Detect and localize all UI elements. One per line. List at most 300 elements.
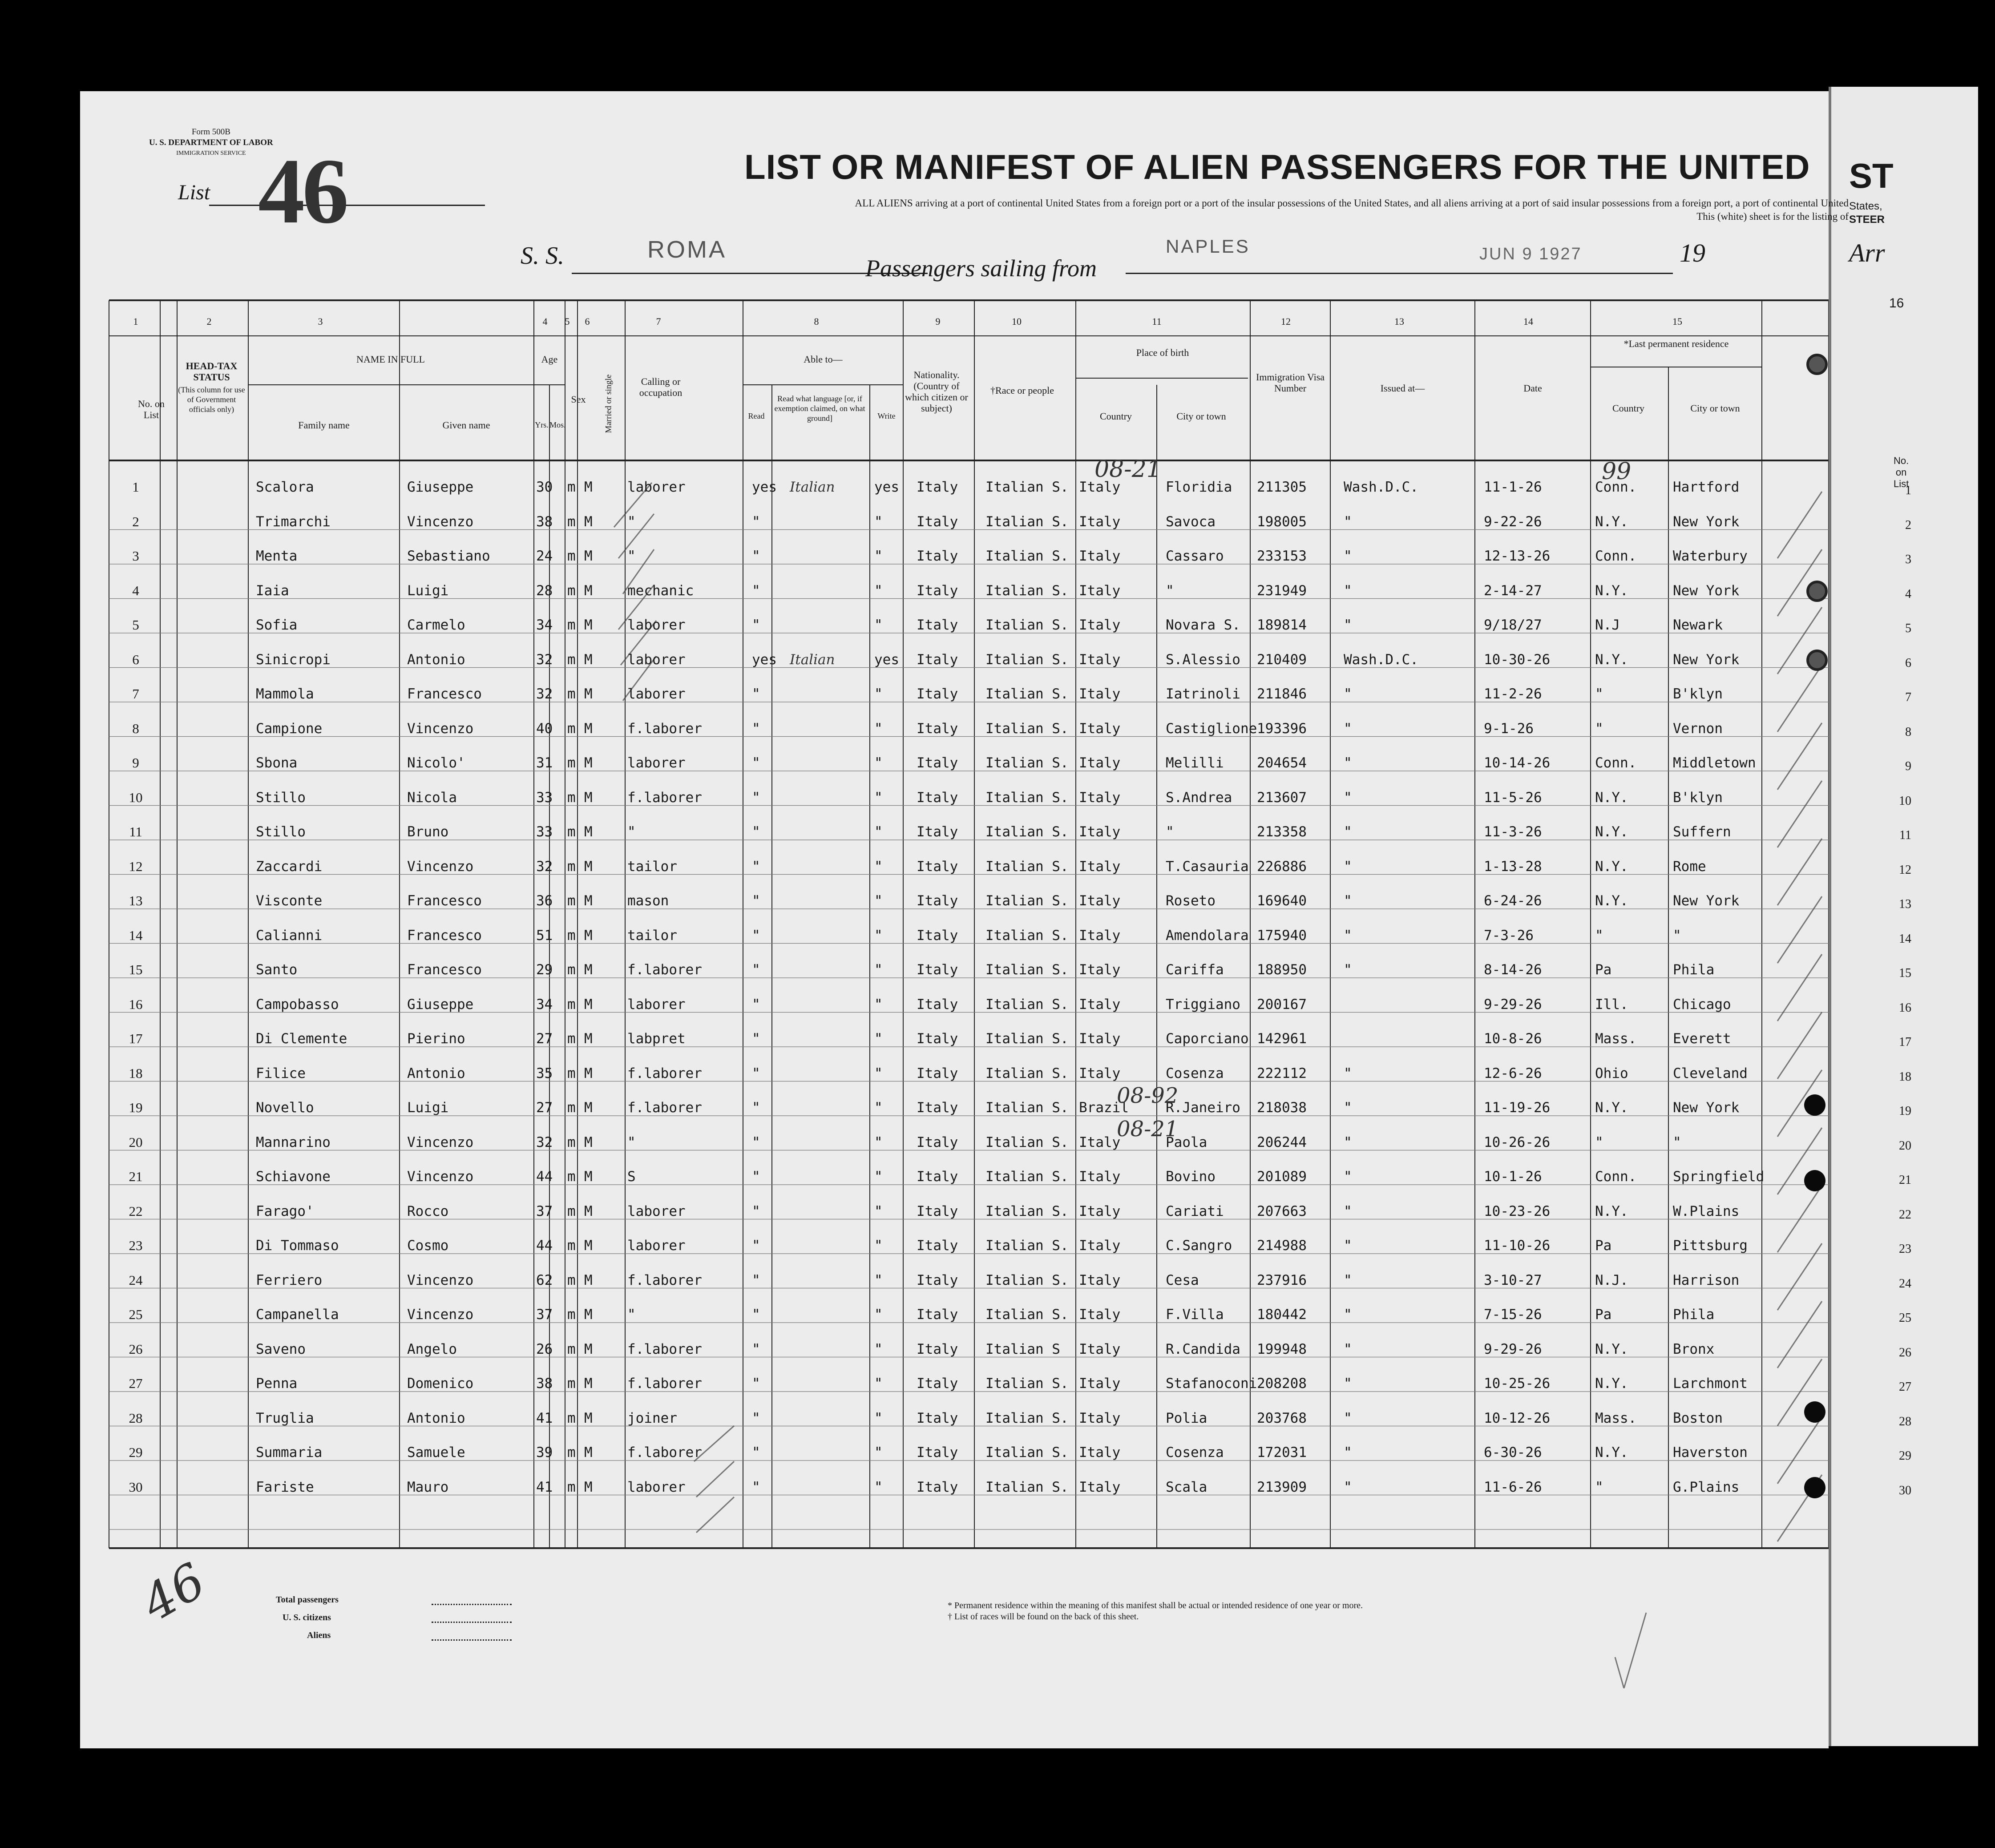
sex: m <box>567 1238 576 1254</box>
punch-hole <box>1804 1477 1825 1498</box>
race: Italian S. <box>985 1031 1069 1047</box>
issued-at: " <box>1344 513 1352 530</box>
visa-date: 7-15-26 <box>1484 1307 1542 1323</box>
visa-date: 7-3-26 <box>1484 927 1534 944</box>
visa-number: 169640 <box>1257 893 1307 909</box>
punch-hole <box>1804 1170 1825 1191</box>
residence-city: New York <box>1673 651 1740 668</box>
residence-city: Newark <box>1673 617 1723 633</box>
row-number: 23 <box>129 1238 143 1253</box>
family-name: Santo <box>256 962 298 978</box>
birth-country: Italy <box>1079 513 1121 530</box>
can-write: " <box>874 962 883 978</box>
can-read: " <box>752 1134 760 1150</box>
occupation: mason <box>627 893 669 909</box>
family-name: Filice <box>256 1065 306 1081</box>
family-name: Summaria <box>256 1445 323 1461</box>
can-read: " <box>752 1445 760 1461</box>
age: 32 <box>536 686 553 702</box>
sex: m <box>567 1134 576 1150</box>
residence-country: N.Y. <box>1595 893 1628 909</box>
sex: m <box>567 651 576 668</box>
sex: m <box>567 548 576 564</box>
read-language: Italian <box>790 651 835 668</box>
birth-city: Caporciano <box>1166 1031 1249 1047</box>
can-write: " <box>874 1031 883 1047</box>
occupation: f.laborer <box>627 1445 702 1461</box>
column-number: 14 <box>1523 316 1533 327</box>
residence-country: N.J <box>1595 617 1620 633</box>
occupation: " <box>627 1134 636 1150</box>
sex: m <box>567 755 576 771</box>
sex: m <box>567 1479 576 1495</box>
can-read: " <box>752 1307 760 1323</box>
visa-number: 180442 <box>1257 1307 1307 1323</box>
birth-city: Bovino <box>1166 1169 1216 1185</box>
occupation: laborer <box>627 479 686 495</box>
residence-city: New York <box>1673 893 1740 909</box>
residence-country: " <box>1595 686 1603 702</box>
can-write: " <box>874 1134 883 1150</box>
residence-country: N.Y. <box>1595 1203 1628 1219</box>
hdr-date: Date <box>1523 383 1542 394</box>
age: 30 <box>536 479 553 495</box>
visa-number: 208208 <box>1257 1376 1307 1392</box>
race: Italian S. <box>985 996 1069 1013</box>
sex: m <box>567 479 576 495</box>
punch-hole <box>1806 650 1828 671</box>
marital-status: M <box>584 1445 593 1461</box>
hdr-head-tax-note: (This column for use of Government officials only) <box>178 385 245 414</box>
birth-city: Cariati <box>1166 1203 1224 1219</box>
can-write: " <box>874 617 883 633</box>
residence-country: Mass. <box>1595 1410 1637 1426</box>
marital-status: M <box>584 893 593 909</box>
hdr-res-city: City or town <box>1690 403 1740 414</box>
visa-number: 233153 <box>1257 548 1307 564</box>
birth-city: Iatrinoli <box>1166 686 1240 702</box>
visa-date: 11-6-26 <box>1484 1479 1542 1495</box>
nationality: Italy <box>917 789 958 806</box>
occupation: laborer <box>627 996 686 1013</box>
visa-number: 199948 <box>1257 1341 1307 1357</box>
issued-at: " <box>1344 1065 1352 1081</box>
subtitle-line-1: ALL ALIENS arriving at a port of continental United States from a foreign port or a port of the insular possessions of the United States, and all aliens arriving at a port of said insular possessions from a foreign port, a port of continental United <box>855 198 1849 209</box>
residence-country: " <box>1595 927 1603 944</box>
nationality: Italy <box>917 582 958 599</box>
occupation: f.laborer <box>627 1272 702 1288</box>
given-name: Samuele <box>407 1445 465 1461</box>
manifest-sheet <box>80 91 1849 1748</box>
can-read: " <box>752 755 760 771</box>
visa-date: 8-14-26 <box>1484 962 1542 978</box>
visa-date: 10-25-26 <box>1484 1376 1551 1392</box>
row-number: 28 <box>129 1410 143 1426</box>
race: Italian S. <box>985 548 1069 564</box>
row-number: 26 <box>129 1341 143 1357</box>
annotation-code-1: 08-21 <box>1094 456 1161 483</box>
birth-country: Italy <box>1079 893 1121 909</box>
hdr-head-tax: HEAD-TAX STATUS <box>186 360 238 383</box>
residence-city: New York <box>1673 1100 1740 1116</box>
occupation: laborer <box>627 1203 686 1219</box>
nationality: Italy <box>917 1065 958 1081</box>
sex: m <box>567 1307 576 1323</box>
sex: m <box>567 1272 576 1288</box>
departure-port: NAPLES <box>1166 236 1250 257</box>
given-name: Domenico <box>407 1376 474 1392</box>
marital-status: M <box>584 686 593 702</box>
given-name: Carmelo <box>407 617 465 633</box>
can-write: " <box>874 1169 883 1185</box>
given-name: Sebastiano <box>407 548 490 564</box>
visa-number: 204654 <box>1257 755 1307 771</box>
hdr-nationality: Nationality. (Country of which citizen or subject) <box>905 369 968 414</box>
race: Italian S. <box>985 582 1069 599</box>
visa-date: 9-1-26 <box>1484 720 1534 737</box>
visa-date: 9-29-26 <box>1484 996 1542 1013</box>
birth-country: Italy <box>1079 996 1121 1013</box>
row-number: 3 <box>132 548 139 564</box>
row-number: 29 <box>129 1445 143 1460</box>
row-number: 13 <box>129 893 143 908</box>
adjacent-row-number: 5 <box>1905 621 1911 635</box>
birth-country: Italy <box>1079 1169 1121 1185</box>
race: Italian S. <box>985 1376 1069 1392</box>
sex: m <box>567 824 576 840</box>
adjacent-sheet-text-2: STEER <box>1849 214 1885 226</box>
hdr-calling: Calling or occupation <box>639 376 682 398</box>
visa-date: 6-24-26 <box>1484 893 1542 909</box>
birth-country: Italy <box>1079 824 1121 840</box>
punch-hole <box>1806 581 1828 602</box>
occupation: f.laborer <box>627 789 702 806</box>
adjacent-row-number: 19 <box>1899 1104 1911 1118</box>
marital-status: M <box>584 1410 593 1426</box>
residence-city: Hartford <box>1673 479 1740 495</box>
age: 44 <box>536 1169 553 1185</box>
residence-country: Conn. <box>1595 548 1637 564</box>
column-number: 10 <box>1012 316 1022 327</box>
can-read: " <box>752 617 760 633</box>
race: Italian S. <box>985 962 1069 978</box>
residence-city: Rome <box>1673 858 1706 875</box>
visa-number: 201089 <box>1257 1169 1307 1185</box>
column-number: 12 <box>1281 316 1291 327</box>
birth-country: Italy <box>1079 1410 1121 1426</box>
birth-city: Cosenza <box>1166 1065 1224 1081</box>
footnote-residence: * Permanent residence within the meaning of this manifest shall be actual or intended residence of one year or more. <box>948 1601 1363 1610</box>
annotation-code-3: 08-92 <box>1117 1083 1179 1108</box>
age: 32 <box>536 1134 553 1150</box>
residence-city: Harrison <box>1673 1272 1740 1288</box>
residence-country: Conn. <box>1595 1169 1637 1185</box>
adjacent-sheet <box>1829 87 1978 1746</box>
nationality: Italy <box>917 479 958 495</box>
given-name: Francesco <box>407 962 482 978</box>
family-name: Saveno <box>256 1341 306 1357</box>
birth-city: " <box>1166 582 1174 599</box>
nationality: Italy <box>917 1376 958 1392</box>
row-number: 9 <box>132 755 139 771</box>
residence-country: N.Y. <box>1595 1376 1628 1392</box>
residence-country: N.Y. <box>1595 858 1628 875</box>
issued-at: " <box>1344 893 1352 909</box>
can-read: " <box>752 996 760 1013</box>
can-write: " <box>874 1376 883 1392</box>
age: 37 <box>536 1307 553 1323</box>
issued-at: " <box>1344 962 1352 978</box>
row-number: 11 <box>129 824 142 839</box>
birth-country: Italy <box>1079 1203 1121 1219</box>
can-write: " <box>874 720 883 737</box>
birth-city: Melilli <box>1166 755 1224 771</box>
issued-at: " <box>1344 1445 1352 1461</box>
issued-at: " <box>1344 789 1352 806</box>
residence-city: Pittsburg <box>1673 1238 1748 1254</box>
can-write: " <box>874 582 883 599</box>
row-number: 7 <box>132 686 139 702</box>
visa-number: 226886 <box>1257 858 1307 875</box>
visa-date: 1-13-28 <box>1484 858 1542 875</box>
sex: m <box>567 1065 576 1081</box>
row-number: 20 <box>129 1134 143 1150</box>
residence-city: Chicago <box>1673 996 1731 1013</box>
marital-status: M <box>584 1307 593 1323</box>
age: 51 <box>536 927 553 944</box>
visa-number: 203768 <box>1257 1410 1307 1426</box>
adjacent-row-number: 10 <box>1899 794 1911 808</box>
adjacent-row-number: 16 <box>1899 1001 1911 1015</box>
adjacent-sheet-text-1: States, <box>1849 200 1882 212</box>
race: Italian S. <box>985 617 1069 633</box>
nationality: Italy <box>917 1341 958 1357</box>
can-write: " <box>874 513 883 530</box>
page-mark: 46 <box>132 1552 215 1633</box>
residence-city: Suffern <box>1673 824 1731 840</box>
visa-number: 175940 <box>1257 927 1307 944</box>
given-name: Antonio <box>407 1410 465 1426</box>
row-number: 24 <box>129 1272 143 1288</box>
adjacent-row-number: 14 <box>1899 932 1911 946</box>
can-write: " <box>874 1100 883 1116</box>
nationality: Italy <box>917 513 958 530</box>
hdr-birth-city: City or town <box>1176 411 1226 422</box>
adjacent-row-number: 3 <box>1905 553 1911 566</box>
sex: m <box>567 1169 576 1185</box>
nationality: Italy <box>917 617 958 633</box>
visa-date: 10-8-26 <box>1484 1031 1542 1047</box>
given-name: Vincenzo <box>407 1272 474 1288</box>
row-number: 1 <box>132 479 139 495</box>
nationality: Italy <box>917 893 958 909</box>
row-number: 17 <box>129 1031 143 1046</box>
family-name: Stillo <box>256 789 306 806</box>
family-name: Iaia <box>256 582 289 599</box>
given-name: Mauro <box>407 1479 449 1495</box>
residence-country: N.Y. <box>1595 1341 1628 1357</box>
sex: m <box>567 513 576 530</box>
birth-city: T.Casauria <box>1166 858 1249 875</box>
nationality: Italy <box>917 1479 958 1495</box>
sex: m <box>567 962 576 978</box>
can-write: " <box>874 893 883 909</box>
row-number: 10 <box>129 789 143 805</box>
birth-country: Italy <box>1079 548 1121 564</box>
form-number: Form 500B <box>191 127 230 137</box>
annotation-code-4: 08-21 <box>1117 1117 1179 1142</box>
annotation-code-2: 99 <box>1602 458 1632 485</box>
adjacent-row-number: 17 <box>1899 1035 1911 1049</box>
given-name: Antonio <box>407 1065 465 1081</box>
visa-date: 6-30-26 <box>1484 1445 1542 1461</box>
adjacent-col-number: 16 <box>1889 296 1904 311</box>
marital-status: M <box>584 513 593 530</box>
residence-country: N.Y. <box>1595 1445 1628 1461</box>
given-name: Luigi <box>407 582 449 599</box>
adjacent-row-number: 24 <box>1899 1276 1911 1291</box>
can-read: " <box>752 824 760 840</box>
list-label: List <box>178 181 210 204</box>
residence-city: New York <box>1673 582 1740 599</box>
nationality: Italy <box>917 686 958 702</box>
hdr-place-of-birth: Place of birth <box>1136 347 1189 358</box>
service: IMMIGRATION SERVICE <box>176 150 246 157</box>
marital-status: M <box>584 651 593 668</box>
residence-country: Mass. <box>1595 1031 1637 1047</box>
hdr-age: Age <box>541 354 558 365</box>
visa-date: 12-6-26 <box>1484 1065 1542 1081</box>
race: Italian S. <box>985 893 1069 909</box>
can-read: " <box>752 1065 760 1081</box>
marital-status: M <box>584 1238 593 1254</box>
nationality: Italy <box>917 1169 958 1185</box>
birth-country: Italy <box>1079 1134 1121 1150</box>
column-number: 1 <box>133 316 138 327</box>
issued-at: " <box>1344 824 1352 840</box>
visa-date: 11-5-26 <box>1484 789 1542 806</box>
residence-city: Larchmont <box>1673 1376 1748 1392</box>
race: Italian S. <box>985 720 1069 737</box>
sex: m <box>567 686 576 702</box>
visa-number: 222112 <box>1257 1065 1307 1081</box>
given-name: Vincenzo <box>407 858 474 875</box>
row-number: 4 <box>132 582 139 598</box>
punch-hole <box>1804 1401 1825 1423</box>
residence-country: Conn. <box>1595 755 1637 771</box>
can-write: " <box>874 1272 883 1288</box>
adjacent-row-number: 27 <box>1899 1380 1911 1394</box>
birth-country: Italy <box>1079 1376 1121 1392</box>
occupation: f.laborer <box>627 1376 702 1392</box>
given-name: Cosmo <box>407 1238 449 1254</box>
marital-status: M <box>584 858 593 875</box>
column-number: 7 <box>656 316 661 327</box>
age: 41 <box>536 1410 553 1426</box>
age: 31 <box>536 755 553 771</box>
residence-country: Conn. <box>1595 479 1637 495</box>
year-label: 19 <box>1680 238 1705 267</box>
visa-date: 9/18/27 <box>1484 617 1542 633</box>
row-number: 25 <box>129 1307 143 1322</box>
visa-date: 10-14-26 <box>1484 755 1551 771</box>
issued-at: Wash.D.C. <box>1344 651 1418 668</box>
visa-number: 218038 <box>1257 1100 1307 1116</box>
birth-city: S.Alessio <box>1166 651 1240 668</box>
can-write: " <box>874 1445 883 1461</box>
birth-country: Italy <box>1079 1065 1121 1081</box>
sex: m <box>567 617 576 633</box>
adjacent-row-number: 2 <box>1905 518 1911 532</box>
birth-city: F.Villa <box>1166 1307 1224 1323</box>
birth-city: Polia <box>1166 1410 1208 1426</box>
birth-city: Cariffa <box>1166 962 1224 978</box>
family-name: Menta <box>256 548 298 564</box>
visa-number: 213607 <box>1257 789 1307 806</box>
age: 26 <box>536 1341 553 1357</box>
age: 33 <box>536 789 553 806</box>
birth-country: Italy <box>1079 617 1121 633</box>
issued-at: " <box>1344 1341 1352 1357</box>
given-name: Vincenzo <box>407 513 474 530</box>
birth-country: Italy <box>1079 686 1121 702</box>
race: Italian S. <box>985 858 1069 875</box>
visa-date: 10-1-26 <box>1484 1169 1542 1185</box>
birth-city: Novara S. <box>1166 617 1240 633</box>
visa-number: 213358 <box>1257 824 1307 840</box>
marital-status: M <box>584 1203 593 1219</box>
birth-city: C.Sangro <box>1166 1238 1232 1254</box>
marital-status: M <box>584 1100 593 1116</box>
hdr-no-on-list: No. on List <box>138 398 165 420</box>
residence-country: " <box>1595 1134 1603 1150</box>
occupation: f.laborer <box>627 1341 702 1357</box>
residence-country: Pa <box>1595 1238 1612 1254</box>
hdr-name-in-full: NAME IN FULL <box>356 354 425 365</box>
birth-city: Amendolara <box>1166 927 1249 944</box>
occupation: joiner <box>627 1410 677 1426</box>
residence-city: Everett <box>1673 1031 1731 1047</box>
issued-at: " <box>1344 1134 1352 1150</box>
adjacent-col-label-1: No. <box>1894 455 1909 466</box>
visa-number: 142961 <box>1257 1031 1307 1047</box>
issued-at: " <box>1344 686 1352 702</box>
visa-number: 237916 <box>1257 1272 1307 1288</box>
age: 27 <box>536 1031 553 1047</box>
age: 62 <box>536 1272 553 1288</box>
race: Italian S <box>985 1341 1060 1357</box>
row-number: 21 <box>129 1169 143 1184</box>
row-number: 8 <box>132 720 139 736</box>
birth-country: Italy <box>1079 1031 1121 1047</box>
birth-country: Italy <box>1079 1272 1121 1288</box>
race: Italian S. <box>985 513 1069 530</box>
given-name: Luigi <box>407 1100 449 1116</box>
occupation: tailor <box>627 858 677 875</box>
visa-date: 12-13-26 <box>1484 548 1551 564</box>
birth-city: Savoca <box>1166 513 1216 530</box>
marital-status: M <box>584 720 593 737</box>
column-number: 11 <box>1152 316 1162 327</box>
occupation: mechanic <box>627 582 694 599</box>
adjacent-row-number: 1 <box>1905 484 1911 497</box>
footnote-races: † List of races will be found on the back of this sheet. <box>948 1612 1139 1622</box>
occupation: S <box>627 1169 636 1185</box>
row-number: 2 <box>132 513 139 529</box>
visa-date: 9-29-26 <box>1484 1341 1542 1357</box>
row-number: 16 <box>129 996 143 1012</box>
row-number: 14 <box>129 927 143 943</box>
